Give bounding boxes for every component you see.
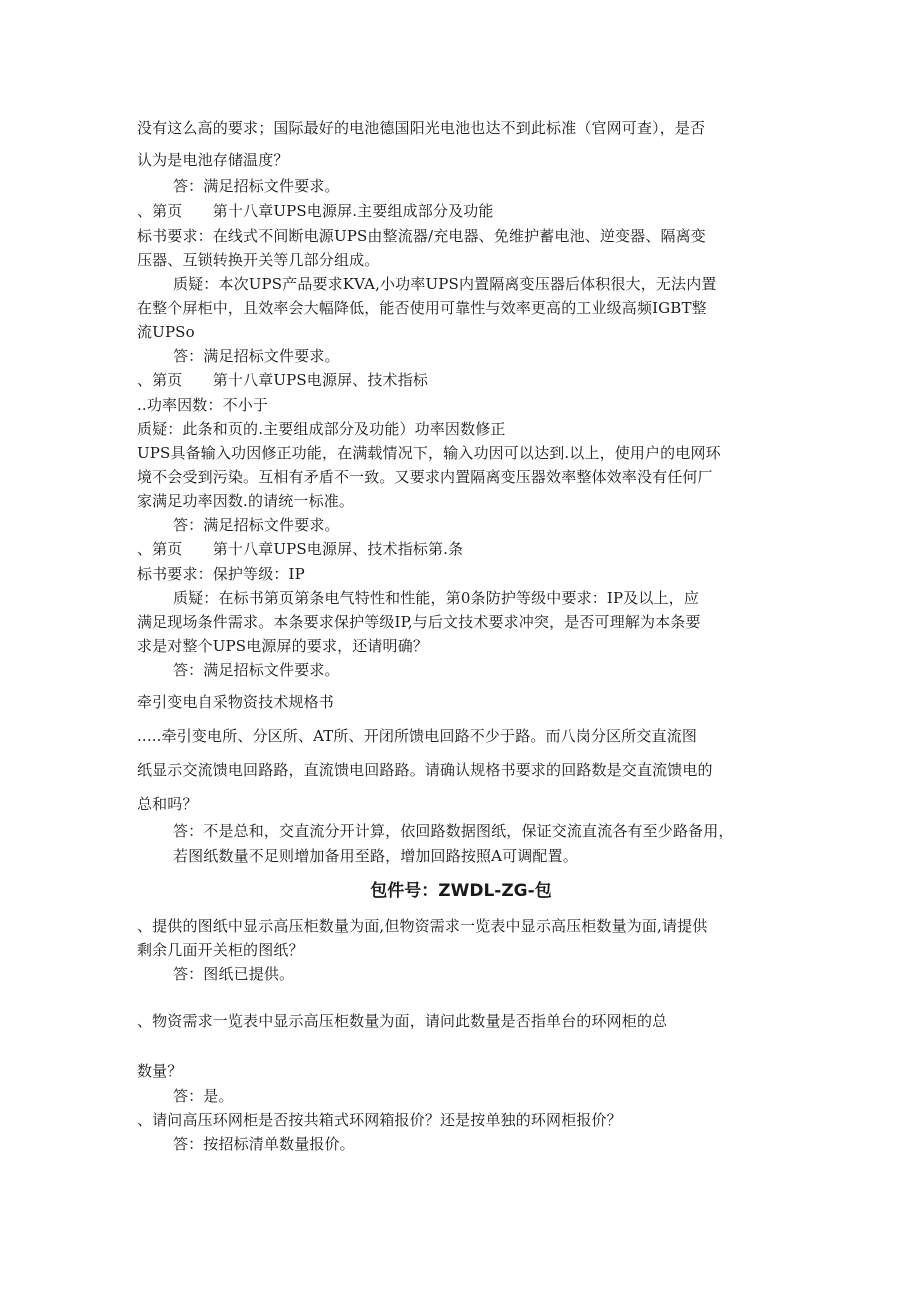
text-line: 没有这么高的要求；国际最好的电池德国阳光电池也达不到此标准（官网可查），是否 (137, 119, 706, 137)
text-line: 纸显示交流馈电回路路，直流馈电回路路。请确认规格书要求的回路数是交直流馈电的 (137, 761, 713, 779)
text-line: 、物资需求一览表中显示高压柜数量为面，请问此数量是否指单台的环网柜的总 (137, 1012, 668, 1030)
text-line: 满足现场条件需求。本条要求保护等级IP,与后文技术要求冲突，是否可理解为本条要 (137, 613, 701, 631)
text-line: 、请问高压环网柜是否按共箱式环网箱报价？还是按单独的环网柜报价？ (137, 1111, 622, 1129)
text-line: 压器、互锁转换开关等几部分组成。 (137, 251, 380, 269)
text-line: 在整个屏柜中，且效率会大幅降低，能否使用可靠性与效率更高的工业级高频IGBT整 (137, 299, 707, 317)
answer-line: 答：满足招标文件要求。 (173, 661, 340, 679)
answer-line: 答：满足招标文件要求。 (173, 347, 340, 365)
answer-line: 若图纸数量不足则增加备用至路，增加回路按照A可调配置。 (173, 847, 578, 865)
text-line: ..功率因数：不小于 (137, 396, 269, 414)
section-line: 、第页 第十八章UPS电源屏、技术指标 (137, 371, 429, 389)
text-line: 剩余几面开关柜的图纸？ (137, 941, 304, 959)
text-line: UPS具备输入功因修正功能，在满载情况下，输入功因可以达到.以上，使用户的电网环 (137, 444, 721, 462)
text-line: 家满足功率因数.的请统一标准。 (137, 492, 355, 510)
text-line: .....牵引变电所、分区所、AT所、开闭所馈电回路不少于路。而八岗分区所交直流图 (137, 727, 698, 745)
text-line: 质疑：此条和页的.主要组成部分及功能）功率因数修正 (137, 420, 506, 438)
text-line: 、提供的图纸中显示高压柜数量为面,但物资需求一览表中显示高压柜数量为面,请提供 (137, 917, 708, 935)
section-line: 、第页 第十八章UPS电源屏、技术指标第.条 (137, 540, 464, 558)
answer-line: 答：图纸已提供。 (173, 965, 295, 983)
text-line: 总和吗？ (137, 795, 198, 813)
answer-line: 答：满足招标文件要求。 (173, 516, 340, 534)
text-line: 境不会受到污染。互相有矛盾不一致。又要求内置隔离变压器效率整体效率没有任何厂 (137, 468, 713, 486)
query-line: 质疑：在标书第页第条电气特性和性能，第0条防护等级中要求：IP及以上，应 (173, 589, 699, 607)
section-line: 、第页 第十八章UPS电源屏.主要组成部分及功能 (137, 202, 494, 220)
text-line: 求是对整个UPS电源屏的要求，还请明确？ (137, 637, 429, 655)
answer-line: 答：按招标清单数量报价。 (173, 1135, 355, 1153)
text-line: 认为是电池存储温度？ (137, 151, 289, 169)
query-line: 质疑：本次UPS产品要求KVA,小功率UPS内置隔离变压器后体积很大，无法内置 (173, 275, 717, 293)
text-line: 流UPSo (137, 323, 195, 341)
package-heading: 包件号：ZWDL-ZG-包 (370, 881, 552, 901)
text-line: 数量？ (137, 1062, 183, 1080)
answer-line: 答：不是总和，交直流分开计算，依回路数据图纸，保证交流直流各有至少路备用， (173, 822, 734, 840)
answer-line: 答：是。 (173, 1087, 234, 1105)
answer-line: 答：满足招标文件要求。 (173, 177, 340, 195)
text-line: 标书要求：保护等级：IP (137, 565, 305, 583)
subsection-title: 牵引变电自采物资技术规格书 (137, 693, 334, 711)
text-line: 标书要求：在线式不间断电源UPS由整流器/充电器、免维护蓄电池、逆变器、隔离变 (137, 227, 706, 245)
